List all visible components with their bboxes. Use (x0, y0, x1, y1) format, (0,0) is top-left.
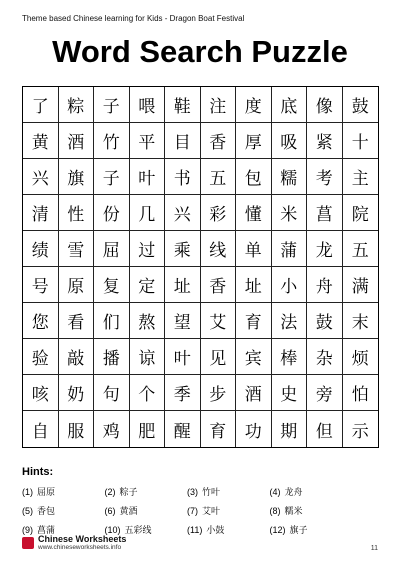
hint-item (105, 504, 188, 517)
grid-cell: 您 (23, 303, 59, 339)
page-title: Word Search Puzzle (52, 34, 348, 69)
grid-cell: 屈 (94, 231, 130, 267)
grid-cell: 鞋 (165, 87, 201, 123)
grid-cell: 旗 (59, 159, 95, 195)
hint-text: 艾叶 (202, 506, 221, 516)
grid-cell: 址 (165, 267, 201, 303)
grid-cell: 育 (201, 411, 237, 447)
brand-site: www.chineseworksheets.info (38, 544, 122, 551)
hint-number: (4) (269, 487, 281, 497)
grid-cell: 步 (201, 375, 237, 411)
hint-text: 菖蒲 (37, 525, 56, 535)
grid-cell: 几 (130, 195, 166, 231)
grid-cell: 十 (343, 123, 379, 159)
grid-cell: 包 (236, 159, 272, 195)
page-subtitle: Theme based Chinese learning for Kids - Dragon Boat Festival (22, 14, 245, 23)
grid-cell: 五 (201, 159, 237, 195)
grid-cell: 酒 (59, 123, 95, 159)
hint-item (187, 523, 270, 536)
hint-item (22, 485, 105, 498)
grid-cell: 懂 (236, 195, 272, 231)
hint-number: (12) (269, 525, 286, 535)
hint-number: (6) (104, 506, 116, 516)
grid-cell: 性 (59, 195, 95, 231)
brand-name: Chinese Worksheets (38, 534, 127, 544)
grid-cell: 竹 (94, 123, 130, 159)
grid-cell: 子 (94, 159, 130, 195)
grid-cell: 宾 (236, 339, 272, 375)
hint-text: 龙舟 (284, 487, 303, 497)
grid-cell: 醒 (165, 411, 201, 447)
grid-cell: 像 (307, 87, 343, 123)
hint-text: 糯米 (284, 506, 303, 516)
grid-cell: 服 (59, 411, 95, 447)
grid-cell: 米 (272, 195, 308, 231)
grid-cell: 熬 (130, 303, 166, 339)
grid-cell: 份 (94, 195, 130, 231)
grid-cell: 奶 (59, 375, 95, 411)
word-search-grid (22, 86, 379, 448)
hint-item (270, 523, 353, 536)
grid-cell: 们 (94, 303, 130, 339)
grid-cell: 线 (201, 231, 237, 267)
grid-cell: 怕 (343, 375, 379, 411)
grid-cell: 了 (23, 87, 59, 123)
grid-cell: 注 (201, 87, 237, 123)
grid-cell: 号 (23, 267, 59, 303)
grid-cell: 末 (343, 303, 379, 339)
hint-item (187, 504, 270, 517)
grid-cell: 度 (236, 87, 272, 123)
grid-cell: 鼓 (307, 303, 343, 339)
grid-cell: 旁 (307, 375, 343, 411)
page-number: 11 (370, 545, 378, 552)
grid-cell: 目 (165, 123, 201, 159)
hint-number: (11) (187, 525, 203, 535)
grid-cell: 育 (236, 303, 272, 339)
grid-cell: 粽 (59, 87, 95, 123)
grid-cell: 书 (165, 159, 201, 195)
grid-cell: 酒 (236, 375, 272, 411)
grid-cell: 黄 (23, 123, 59, 159)
hint-item (105, 485, 188, 498)
grid-cell: 龙 (307, 231, 343, 267)
grid-cell: 香 (201, 267, 237, 303)
grid-cell: 子 (94, 87, 130, 123)
grid-cell: 雪 (59, 231, 95, 267)
hint-text: 竹叶 (202, 487, 221, 497)
grid-cell: 绩 (23, 231, 59, 267)
grid-cell: 吸 (272, 123, 308, 159)
hint-number: (1) (22, 487, 33, 497)
brand-logo-icon (22, 537, 34, 549)
grid-cell: 个 (130, 375, 166, 411)
grid-cell: 小 (272, 267, 308, 303)
grid-cell: 鸡 (94, 411, 130, 447)
hint-text: 黄酒 (119, 506, 138, 516)
hint-number: (3) (187, 487, 198, 497)
grid-cell: 肥 (130, 411, 166, 447)
grid-cell: 自 (23, 411, 59, 447)
grid-cell: 喂 (130, 87, 166, 123)
hint-text: 小鼓 (206, 525, 225, 535)
hints-heading: Hints: (22, 466, 54, 478)
grid-cell: 舟 (307, 267, 343, 303)
grid-cell: 糯 (272, 159, 308, 195)
grid-cell: 平 (130, 123, 166, 159)
hint-number: (5) (22, 506, 33, 516)
hint-item (270, 485, 353, 498)
grid-cell: 叶 (130, 159, 166, 195)
grid-cell: 香 (201, 123, 237, 159)
grid-cell: 过 (130, 231, 166, 267)
grid-cell: 底 (272, 87, 308, 123)
grid-cell: 法 (272, 303, 308, 339)
grid-cell: 原 (59, 267, 95, 303)
grid-cell: 棒 (272, 339, 308, 375)
grid-cell: 蒲 (272, 231, 308, 267)
hint-number: (7) (187, 506, 198, 516)
grid-cell: 菖 (307, 195, 343, 231)
grid-cell: 厚 (236, 123, 272, 159)
grid-cell: 望 (165, 303, 201, 339)
grid-cell: 复 (94, 267, 130, 303)
hint-text: 粽子 (119, 487, 138, 497)
footer-logo (22, 534, 126, 551)
grid-cell: 定 (130, 267, 166, 303)
hint-number: (2) (104, 487, 116, 497)
grid-cell: 验 (23, 339, 59, 375)
grid-cell: 烦 (343, 339, 379, 375)
grid-cell: 示 (351, 421, 369, 442)
hint-number: (10) (104, 525, 121, 535)
grid-cell: 主 (343, 159, 379, 195)
hint-item (270, 504, 353, 517)
grid-cell: 址 (236, 267, 272, 303)
grid-cell: 叶 (165, 339, 201, 375)
hint-item (22, 504, 105, 517)
hint-text: 五彩线 (124, 525, 152, 535)
hint-item (187, 485, 270, 498)
hint-text: 香包 (37, 506, 56, 516)
grid-cell: 兴 (23, 159, 59, 195)
grid-cell: 兴 (165, 195, 201, 231)
hints-list (22, 485, 352, 536)
grid-cell: 彩 (201, 195, 237, 231)
hint-text: 旗子 (289, 525, 308, 535)
grid-cell: 但 (307, 411, 343, 447)
grid-cell: 单 (236, 231, 272, 267)
grid-cell: 句 (94, 375, 130, 411)
grid-cell: 紧 (307, 123, 343, 159)
hint-number: (9) (22, 525, 33, 535)
grid-cell: 史 (272, 375, 308, 411)
grid-cell: 满 (343, 267, 379, 303)
grid-cell: 谅 (130, 339, 166, 375)
hint-number: (8) (269, 506, 281, 516)
hint-text: 屈原 (37, 487, 56, 497)
grid-cell: 考 (307, 159, 343, 195)
grid-cell: 看 (59, 303, 95, 339)
grid-cell: 咳 (23, 375, 59, 411)
grid-cell: 鼓 (343, 87, 379, 123)
grid-cell: 敲 (59, 339, 95, 375)
grid-cell: 杂 (307, 339, 343, 375)
grid-cell: 季 (165, 375, 201, 411)
grid-cell: 乘 (165, 231, 201, 267)
grid-cell: 期 (272, 411, 308, 447)
grid-cell: 清 (23, 195, 59, 231)
grid-cell: 艾 (201, 303, 237, 339)
grid-cell: 见 (201, 339, 237, 375)
grid-cell: 功 (236, 411, 272, 447)
grid-cell: 院 (343, 195, 379, 231)
grid-cell: 五 (343, 231, 379, 267)
grid-cell: 播 (94, 339, 130, 375)
